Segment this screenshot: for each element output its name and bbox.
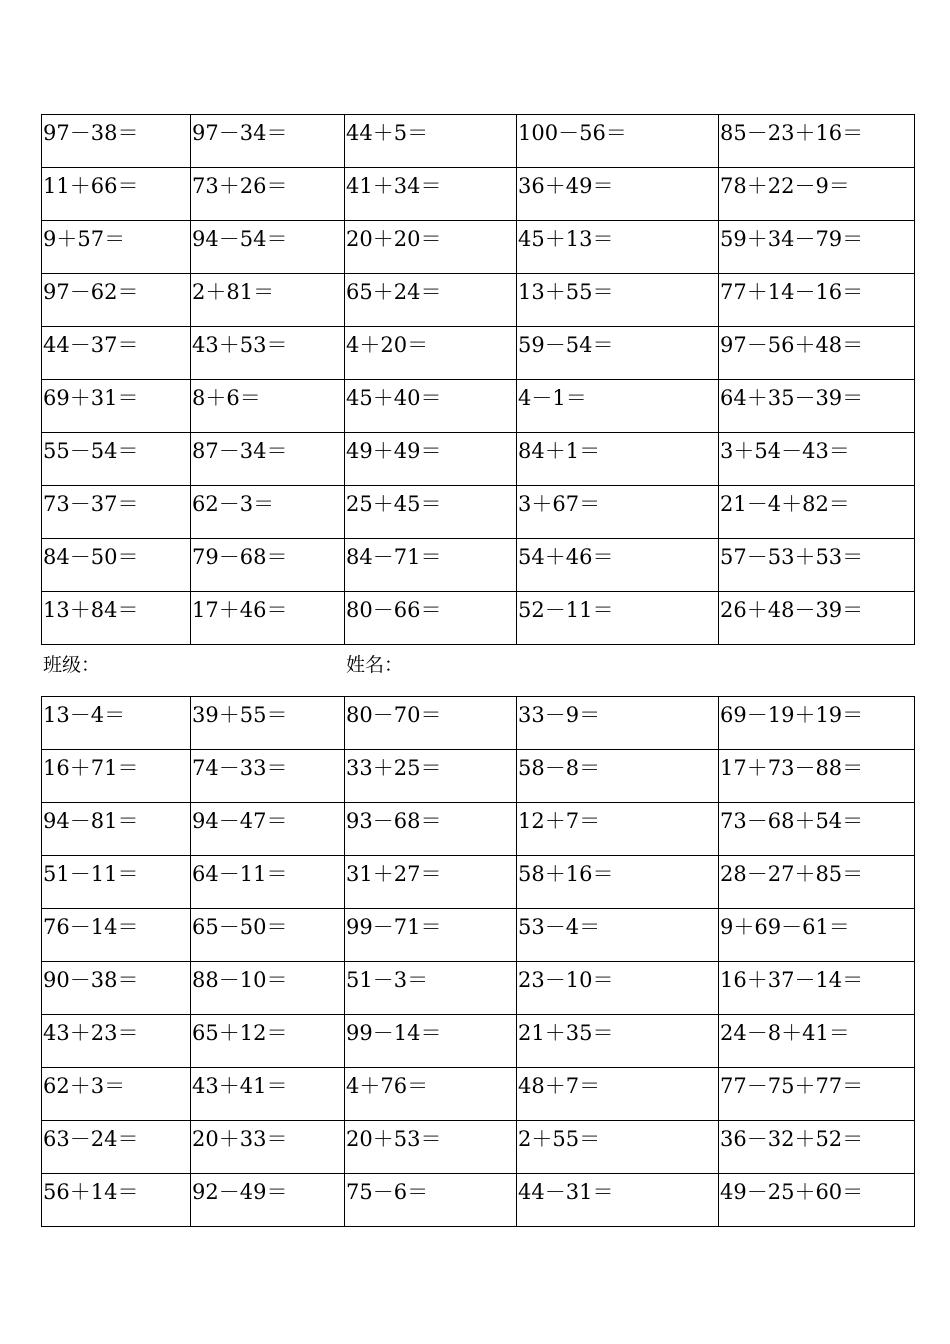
- problem-cell: 3＋54－43＝: [719, 433, 915, 486]
- table-row: [42, 539, 915, 592]
- problem-cell: 41＋34＝: [345, 168, 517, 221]
- problem-cell: 28－27＋85＝: [719, 856, 915, 909]
- table-row: [42, 962, 915, 1015]
- problem-cell: 77＋14－16＝: [719, 274, 915, 327]
- problem-cell: 25＋45＝: [345, 486, 517, 539]
- table-row: [42, 856, 915, 909]
- problem-cell: 94－81＝: [42, 803, 191, 856]
- problem-cell: 44＋5＝: [345, 115, 517, 168]
- problem-cell: 85－23＋16＝: [719, 115, 915, 168]
- problem-cell: 55－54＝: [42, 433, 191, 486]
- problem-cell: 4＋76＝: [345, 1068, 517, 1121]
- problem-cell: 58－8＝: [517, 750, 719, 803]
- problem-cell: 65＋24＝: [345, 274, 517, 327]
- arithmetic-table-1: [41, 114, 915, 645]
- problem-cell: 39＋55＝: [191, 697, 345, 750]
- table-row: [42, 697, 915, 750]
- problem-cell: 63－24＝: [42, 1121, 191, 1174]
- problem-cell: 33－9＝: [517, 697, 719, 750]
- problem-cell: 36＋49＝: [517, 168, 719, 221]
- problem-cell: 43＋41＝: [191, 1068, 345, 1121]
- problem-cell: 31＋27＝: [345, 856, 517, 909]
- problem-cell: 51－11＝: [42, 856, 191, 909]
- problem-cell: 43＋53＝: [191, 327, 345, 380]
- problem-cell: 62＋3＝: [42, 1068, 191, 1121]
- table-row: [42, 327, 915, 380]
- problem-cell: 44－31＝: [517, 1174, 719, 1227]
- table-row: [42, 1121, 915, 1174]
- name-label: 姓名：: [346, 654, 404, 676]
- problem-cell: 73－68＋54＝: [719, 803, 915, 856]
- problem-cell: 65－50＝: [191, 909, 345, 962]
- problem-cell: 99－71＝: [345, 909, 517, 962]
- problem-cell: 64＋35－39＝: [719, 380, 915, 433]
- problem-cell: 44－37＝: [42, 327, 191, 380]
- problem-cell: 9＋69－61＝: [719, 909, 915, 962]
- problem-cell: 21－4＋82＝: [719, 486, 915, 539]
- arithmetic-table-1-body: [42, 115, 915, 645]
- problem-cell: 73＋26＝: [191, 168, 345, 221]
- table-row: [42, 1174, 915, 1227]
- problem-cell: 21＋35＝: [517, 1015, 719, 1068]
- problem-cell: 59－54＝: [517, 327, 719, 380]
- problem-cell: 84－50＝: [42, 539, 191, 592]
- problem-cell: 100－56＝: [517, 115, 719, 168]
- problem-cell: 2＋55＝: [517, 1121, 719, 1174]
- problem-cell: 4－1＝: [517, 380, 719, 433]
- table-row: [42, 115, 915, 168]
- problem-cell: 8＋6＝: [191, 380, 345, 433]
- problem-cell: 65＋12＝: [191, 1015, 345, 1068]
- problem-cell: 79－68＝: [191, 539, 345, 592]
- problem-cell: 97－34＝: [191, 115, 345, 168]
- problem-cell: 20＋20＝: [345, 221, 517, 274]
- table-row: [42, 750, 915, 803]
- problem-cell: 57－53＋53＝: [719, 539, 915, 592]
- problem-cell: 43＋23＝: [42, 1015, 191, 1068]
- problem-cell: 45＋13＝: [517, 221, 719, 274]
- problem-cell: 12＋7＝: [517, 803, 719, 856]
- problem-cell: 13＋55＝: [517, 274, 719, 327]
- problem-cell: 45＋40＝: [345, 380, 517, 433]
- arithmetic-table-2: [41, 696, 915, 1227]
- problem-cell: 75－6＝: [345, 1174, 517, 1227]
- class-label: 班级：: [43, 654, 101, 676]
- problem-cell: 78＋22－9＝: [719, 168, 915, 221]
- problem-cell: 13－4＝: [42, 697, 191, 750]
- table-row: [42, 1015, 915, 1068]
- table-row: [42, 1068, 915, 1121]
- arithmetic-table-2-body: [42, 697, 915, 1227]
- problem-cell: 97－56＋48＝: [719, 327, 915, 380]
- problem-cell: 80－70＝: [345, 697, 517, 750]
- problem-cell: 52－11＝: [517, 592, 719, 645]
- problem-cell: 49－25＋60＝: [719, 1174, 915, 1227]
- problem-cell: 16＋37－14＝: [719, 962, 915, 1015]
- problem-cell: 90－38＝: [42, 962, 191, 1015]
- table-row: [42, 909, 915, 962]
- problem-cell: 88－10＝: [191, 962, 345, 1015]
- problem-cell: 74－33＝: [191, 750, 345, 803]
- table-row: [42, 803, 915, 856]
- problem-cell: 94－54＝: [191, 221, 345, 274]
- problem-cell: 69＋31＝: [42, 380, 191, 433]
- problem-cell: 92－49＝: [191, 1174, 345, 1227]
- problem-cell: 20＋53＝: [345, 1121, 517, 1174]
- problem-cell: 69－19＋19＝: [719, 697, 915, 750]
- problem-cell: 26＋48－39＝: [719, 592, 915, 645]
- table-row: [42, 168, 915, 221]
- problem-cell: 48＋7＝: [517, 1068, 719, 1121]
- problem-cell: 20＋33＝: [191, 1121, 345, 1174]
- problem-cell: 73－37＝: [42, 486, 191, 539]
- table-row: [42, 221, 915, 274]
- problem-cell: 62－3＝: [191, 486, 345, 539]
- problem-cell: 17＋73－88＝: [719, 750, 915, 803]
- problem-cell: 64－11＝: [191, 856, 345, 909]
- problem-cell: 36－32＋52＝: [719, 1121, 915, 1174]
- table-row: [42, 433, 915, 486]
- problem-cell: 33＋25＝: [345, 750, 517, 803]
- problem-cell: 49＋49＝: [345, 433, 517, 486]
- problem-cell: 87－34＝: [191, 433, 345, 486]
- problem-cell: 76－14＝: [42, 909, 191, 962]
- problem-cell: 54＋46＝: [517, 539, 719, 592]
- problem-cell: 53－4＝: [517, 909, 719, 962]
- problem-cell: 77－75＋77＝: [719, 1068, 915, 1121]
- problem-cell: 23－10＝: [517, 962, 719, 1015]
- problem-cell: 2＋81＝: [191, 274, 345, 327]
- problem-cell: 13＋84＝: [42, 592, 191, 645]
- problem-cell: 93－68＝: [345, 803, 517, 856]
- problem-cell: 59＋34－79＝: [719, 221, 915, 274]
- problem-cell: 51－3＝: [345, 962, 517, 1015]
- problem-cell: 97－62＝: [42, 274, 191, 327]
- table-row: [42, 274, 915, 327]
- table-row: [42, 380, 915, 433]
- problem-cell: 84－71＝: [345, 539, 517, 592]
- problem-cell: 17＋46＝: [191, 592, 345, 645]
- problem-cell: 94－47＝: [191, 803, 345, 856]
- problem-cell: 99－14＝: [345, 1015, 517, 1068]
- problem-cell: 11＋66＝: [42, 168, 191, 221]
- problem-cell: 9＋57＝: [42, 221, 191, 274]
- problem-cell: 4＋20＝: [345, 327, 517, 380]
- problem-cell: 56＋14＝: [42, 1174, 191, 1227]
- problem-cell: 97－38＝: [42, 115, 191, 168]
- table-row: [42, 486, 915, 539]
- problem-cell: 84＋1＝: [517, 433, 719, 486]
- table-row: [42, 592, 915, 645]
- problem-cell: 80－66＝: [345, 592, 517, 645]
- problem-cell: 16＋71＝: [42, 750, 191, 803]
- problem-cell: 24－8＋41＝: [719, 1015, 915, 1068]
- problem-cell: 58＋16＝: [517, 856, 719, 909]
- problem-cell: 3＋67＝: [517, 486, 719, 539]
